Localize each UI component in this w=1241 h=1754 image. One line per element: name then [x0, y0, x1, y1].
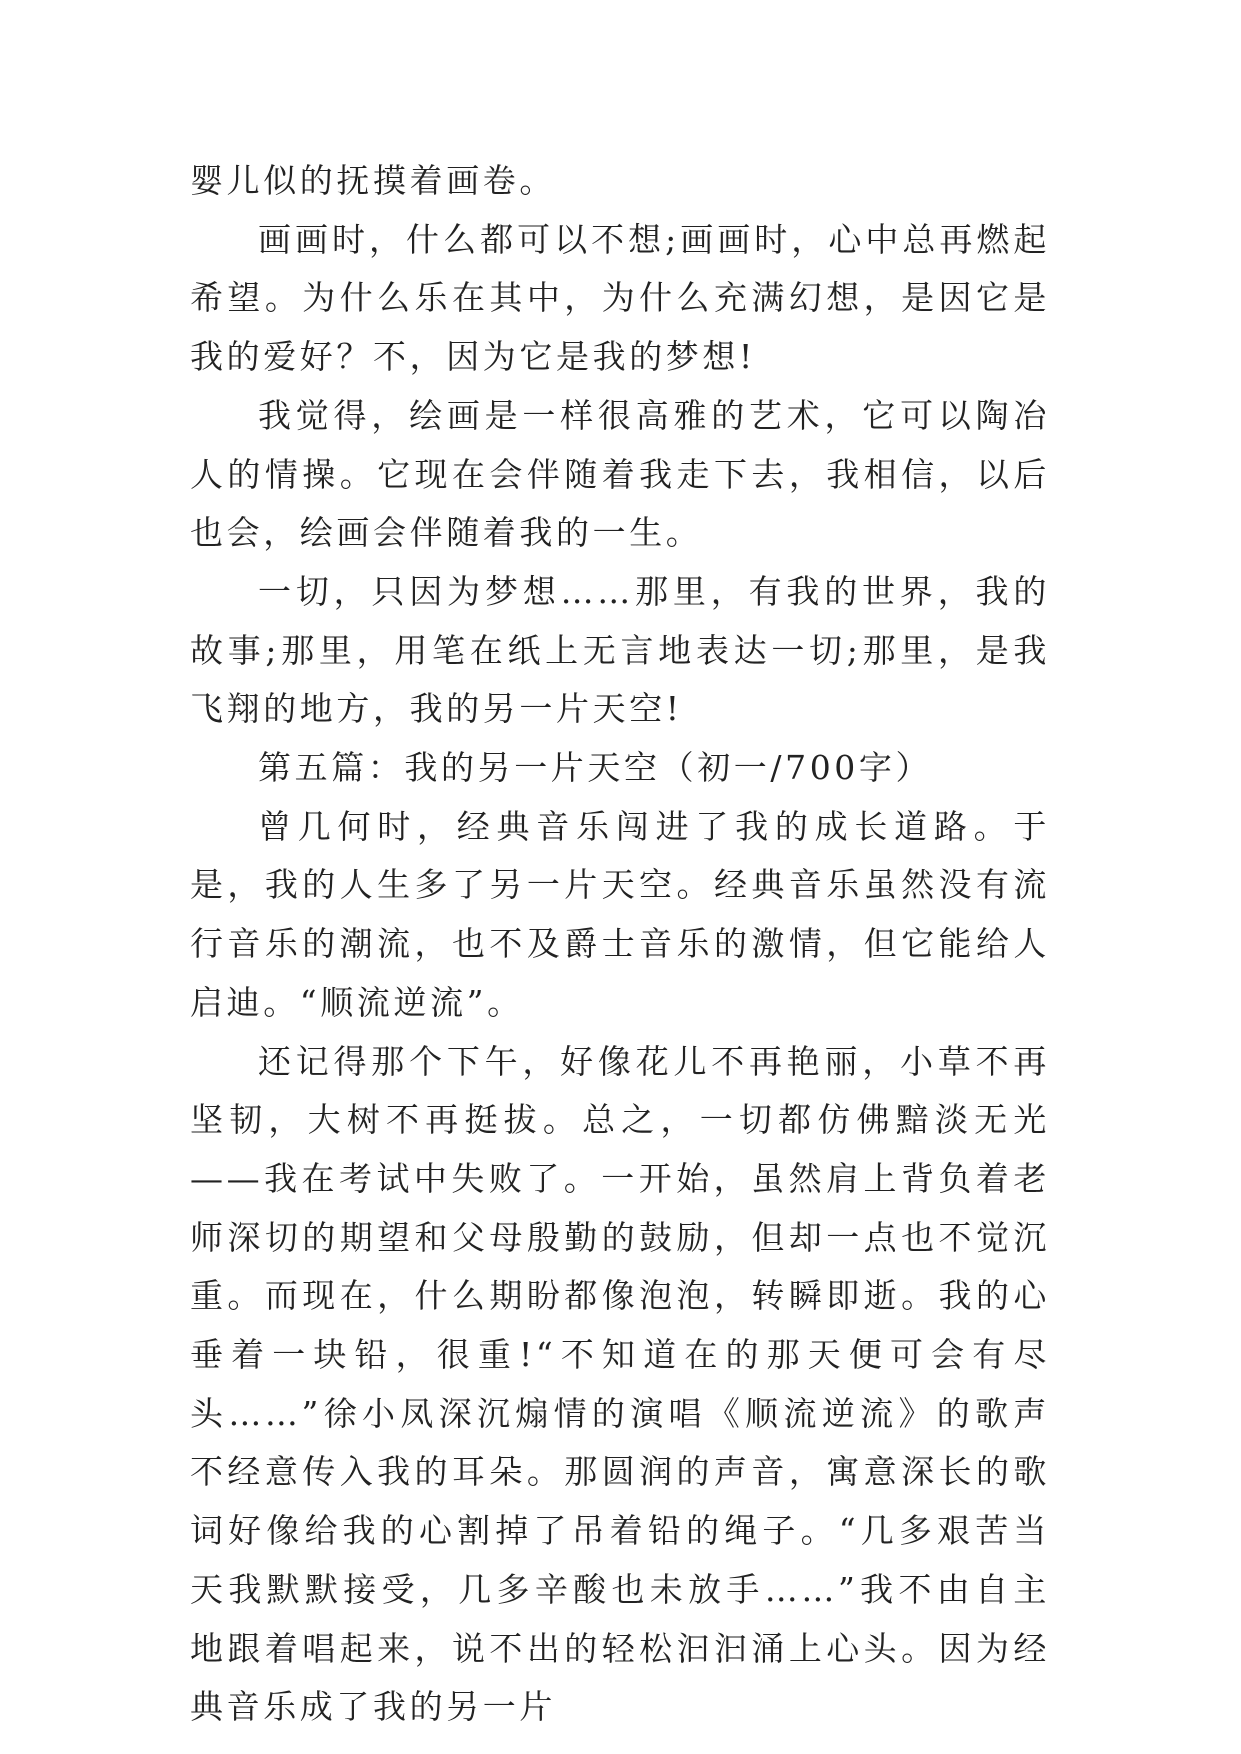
paragraph-continuation: 婴儿似的抚摸着画卷。: [190, 161, 556, 200]
paragraph-drawing-reflection: 画画时，什么都可以不想;画画时，心中总再燃起希望。为什么乐在其中，为什么充满幻想，是因它是我的爱好？不，因为它是我的梦想!: [190, 219, 1050, 377]
paragraph-exam-story: 还记得那个下午，好像花儿不再艳丽，小草不再坚韧，大树不再挺拔。总之，一切都仿佛黯淡无光——我在考试中失败了。一开始，虽然肩上背负着老师深切的期望和父母殷勤的鼓励，但却一点也不觉沉重。而现在，什么期盼都像泡泡，转瞬即逝。我的心垂着一块铅，很重!“不知道在的那天便可会有尽头……”徐小凤深沉煽情的演唱《顺流逆流》的歌声不经意传入我的耳朵。那圆润的声音，寓意深长的歌词好像给我的心割掉了吊着铅的绳子。“几多艰苦当天我默默接受，几多辛酸也未放手……”我不由自主地跟着唱起来，说不出的轻松汩汩涌上心头。因为经典音乐成了我的另一片: [190, 1041, 1050, 1727]
essay-heading: 第五篇：我的另一片天空（初一/700字）: [258, 748, 933, 788]
paragraph-art-opinion: 我觉得，绘画是一样很高雅的艺术，它可以陶冶人的情操。它现在会伴随着我走下去，我相信，以后也会，绘画会伴随着我的一生。: [190, 395, 1050, 553]
paragraph-dream-conclusion: 一切，只因为梦想……那里，有我的世界，我的故事;那里，用笔在纸上无言地表达一切;那里，是我飞翔的地方，我的另一片天空!: [190, 571, 1050, 729]
document-body: [190, 152, 1050, 1737]
paragraph-music-intro: 曾几何时，经典音乐闯进了我的成长道路。于是，我的人生多了另一片天空。经典音乐虽然没有流行音乐的潮流，也不及爵士音乐的激情，但它能给人启迪。“顺流逆流”。: [190, 806, 1050, 1022]
